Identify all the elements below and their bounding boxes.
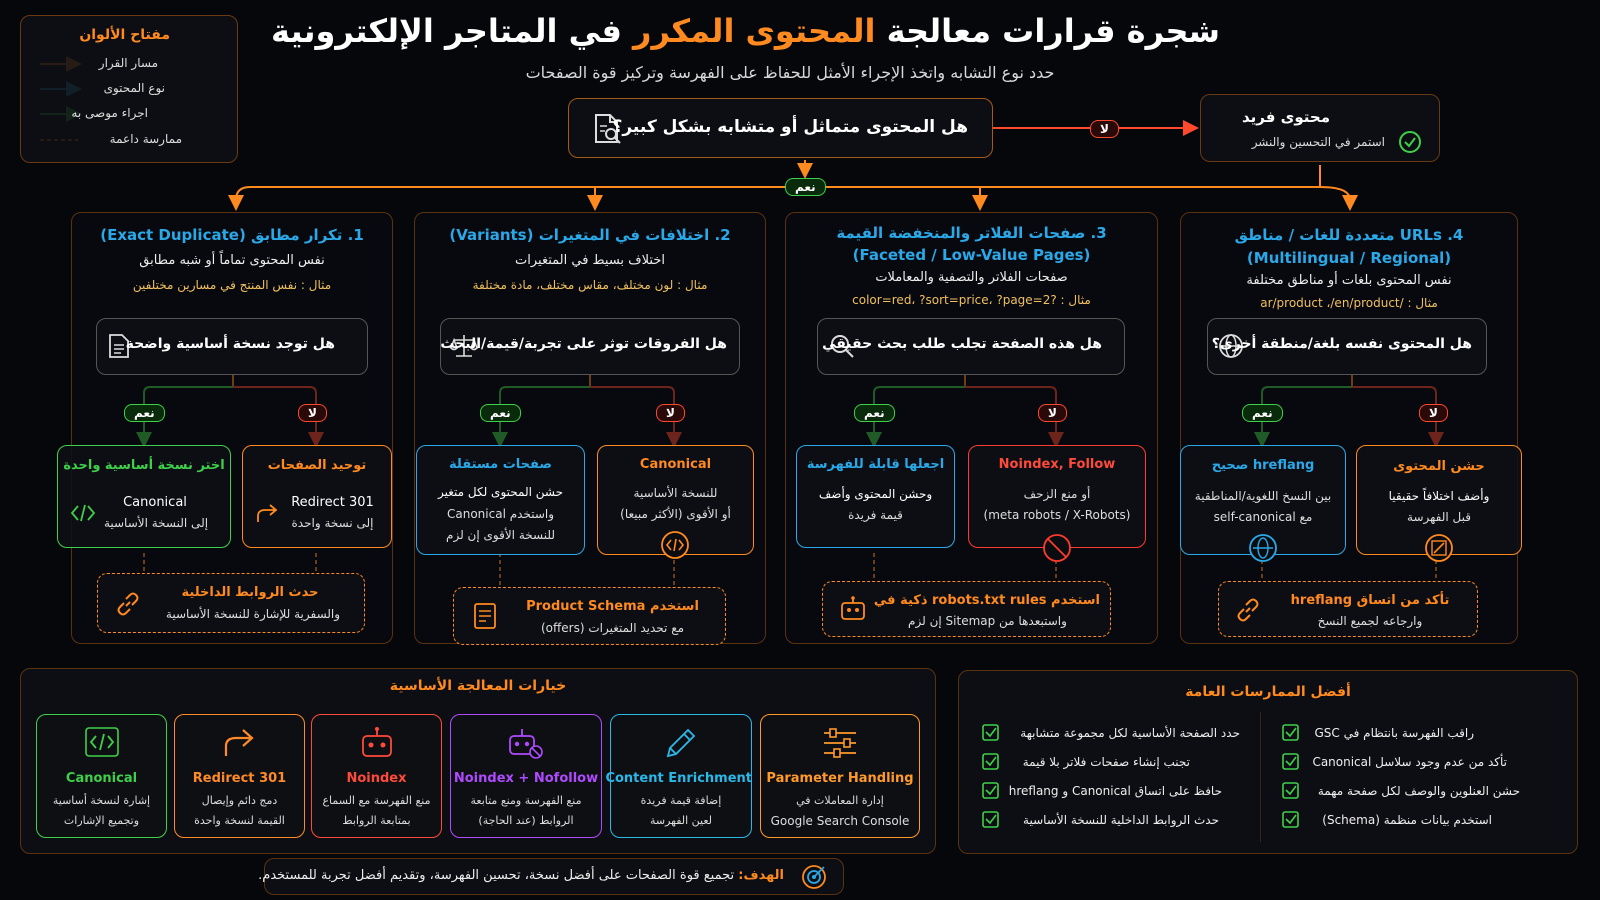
branch-4-yes-badge: نعم xyxy=(1242,404,1283,422)
branch-4-no-line2: قبل الفهرسة xyxy=(1407,510,1471,524)
branch-3-title-line1: 3. صفحات الفلاتر والمنخفضة القيمة xyxy=(836,224,1107,242)
branch-3-no-title: Noindex, Follow xyxy=(998,457,1116,472)
branch-4-no-badge: لا xyxy=(1419,404,1448,422)
branch-4-no-line1: وأضف اختلافاً حقيقيا xyxy=(1388,489,1490,503)
branch-3-title-line2: (Faceted / Low-Value Pages) xyxy=(852,246,1091,264)
code-circle-icon xyxy=(660,530,690,560)
branch-1-desc: نفس المحتوى تماماً أو شبه مطابق xyxy=(139,253,325,268)
page-subtitle: حدد نوع التشابه واتخذ الإجراء الأمثل للحفاظ على الفهرسة وتركيز قوة الصفحات xyxy=(525,63,1055,82)
legend-decision-path: مسار القرار xyxy=(98,56,158,70)
branch-2-yes-line3: للنسخة الأقوى إن لزم xyxy=(446,528,555,542)
robot-icon xyxy=(358,726,396,760)
branch-1-yes-title: اختر نسخة أساسية واحدة xyxy=(63,458,225,473)
redirect-arrow-icon xyxy=(220,726,260,758)
check-circle-icon xyxy=(1398,130,1422,154)
checkbox-icons xyxy=(982,722,1582,837)
branch-4-title-line2: (Multilingual / Regional) xyxy=(1246,249,1452,267)
option-content-enrichment-line1: إضافة قيمة فريدة xyxy=(640,794,722,807)
robot-icon xyxy=(838,595,868,623)
root-question: هل المحتوى متماثل أو متشابه بشكل كبير؟ xyxy=(612,117,968,137)
root-yes-badge: نعم xyxy=(785,178,826,196)
option-content-enrichment-name: Content Enrichment xyxy=(605,771,752,786)
branch-1-support-line1: حدث الروابط الداخلية xyxy=(181,585,319,600)
branch-4-yes-line2: مع self-canonical xyxy=(1213,510,1313,524)
branch-2-yes-title: صفحات مستقلة xyxy=(449,457,552,472)
globe-circle-icon xyxy=(1248,533,1278,563)
branch-3-support-line2: واستبعدها من Sitemap إن لزم xyxy=(908,614,1067,628)
branch-3-question: هل هذه الصفحة تجلب طلب بحث حقيقي xyxy=(822,336,1102,352)
code-icon xyxy=(82,726,122,758)
best-practice-item: راقب الفهرسة بانتظام في GSC xyxy=(1314,726,1474,740)
sliders-icon xyxy=(820,726,860,760)
option-noindex-name: Noindex xyxy=(346,771,407,786)
branch-2-no-badge: لا xyxy=(656,404,685,422)
root-no-badge: لا xyxy=(1090,120,1119,138)
treatment-options-title: خيارات المعالجة الأساسية xyxy=(389,678,567,694)
branch-1-yes-badge: نعم xyxy=(124,404,165,422)
branch-3-no-badge: لا xyxy=(1038,404,1067,422)
option-canonical-name: Canonical xyxy=(65,771,138,786)
branch-2-support-line1: استخدم Product Schema xyxy=(526,599,699,614)
branch-2-question: هل الفروقات توثر على تجربة/قيمة/البحث xyxy=(440,336,727,352)
branch-2-panel xyxy=(414,212,766,644)
branch-3-yes-title: اجعلها قابلة للفهرسة xyxy=(806,457,945,472)
option-content-enrichment-line2: لعين الفهرسة xyxy=(649,814,713,827)
branch-3-example: مثال : ?color=red، ?sort=price، ?page=2 xyxy=(852,293,1091,307)
best-practice-item: حافظ على اتساق Canonical و hreflang xyxy=(1008,784,1222,798)
branch-2-no-title: Canonical xyxy=(639,457,712,472)
checkbox-icon xyxy=(983,725,1298,827)
branch-2-support-line2: مع تحديد المتغيرات (offers) xyxy=(540,621,685,635)
legend-content-type: نوع المحتوى xyxy=(103,81,165,95)
edit-circle-icon xyxy=(1424,533,1454,563)
option-parameter-handling-line2: Google Search Console xyxy=(770,814,910,828)
option-301-redirect-name: 301 Redirect xyxy=(192,771,287,786)
branch-4-desc: نفس المحتوى بلغات أو مناطق مختلفة xyxy=(1246,273,1452,288)
best-practice-item: حشن العنلوين والوصف لكل صفحة مهمة xyxy=(1317,784,1520,798)
branch-1-no-badge: لا xyxy=(298,404,327,422)
branch-2-title: 2. اختلافات في المتغيرات (Variants) xyxy=(449,226,731,244)
pencil-icon xyxy=(662,726,698,760)
branch-2-yes-line2: واستخدم Canonical xyxy=(447,507,554,521)
best-practices-title: أفضل الممارسات العامة xyxy=(1185,684,1351,700)
branch-4-support-line1: تأكد من اتساق hreflang xyxy=(1290,593,1450,608)
branch-3-support-line1: استخدم robots.txt rules ذكية في xyxy=(873,593,1100,608)
branch-2-yes-badge: نعم xyxy=(480,404,521,422)
option-canonical-line2: وتجميع الإشارات xyxy=(63,814,140,827)
branch-2-desc: اختلاف بسيط في المتغيرات xyxy=(515,253,665,268)
goal-text xyxy=(258,868,784,883)
option-parameter-handling-line1: إدارة المعاملات في xyxy=(796,794,884,807)
unique-content-title: محتوى فريد xyxy=(1241,108,1330,126)
branch-3-desc: صفحات الفلاتر والتصفية والمعاملات xyxy=(875,270,1068,285)
option-noindex-nofollow-name: Noindex + Nofollow xyxy=(453,771,599,786)
branch-1-yes-line1: Canonical xyxy=(123,495,187,510)
unique-content-text: استمر في التحسين والنشر xyxy=(1251,135,1385,149)
option-noindex-nofollow-line1: منع الفهرسة ومنع متابعة xyxy=(470,794,582,807)
redirect-arrow-icon xyxy=(255,502,281,524)
best-practice-item: حدد الصفحة الأساسية لكل مجموعة متشابهة xyxy=(1020,726,1240,740)
option-301-redirect-line1: دمج دائم وإيصال xyxy=(201,794,278,807)
robot-blocked-icon xyxy=(505,726,545,760)
branch-3-yes-line1: وحشن المحتوى وأضف xyxy=(818,487,933,501)
branch-4-question: هل المحتوى نفسه بلغة/منطقة أخرى؟ xyxy=(1211,336,1472,352)
branch-2-example: مثال : لون مختلف، مقاس مختلف، مادة مختلفة xyxy=(472,278,708,292)
legend-supporting-practice: ممارسة داعمة xyxy=(109,132,182,146)
code-icon xyxy=(70,503,96,523)
legend-recommended-action: اجراء موصى به xyxy=(71,106,148,120)
schema-document-icon xyxy=(472,601,500,631)
branch-4-title-line1: 4. URLs متعددة للغات / مناطق xyxy=(1234,226,1464,244)
link-icon xyxy=(1234,596,1262,624)
link-icon xyxy=(114,590,142,618)
branch-3-yes-line2: قيمة فريدة xyxy=(848,508,903,522)
branch-3-no-line2: (meta robots / X-Robots) xyxy=(983,508,1131,522)
best-practice-item: تجنب إنشاء صفحات فلاتر بلا قيمة xyxy=(1022,755,1190,769)
blocked-eye-icon xyxy=(1042,533,1072,563)
branch-4-yes-line1: بين النسخ اللغوية/المناطقية xyxy=(1194,489,1332,503)
branch-2-no-line2: أو الأقوى (الأكثر مبيعا) xyxy=(620,507,731,521)
option-noindex-line1: منع الفهرسة مع السماع xyxy=(322,794,431,807)
branch-4-no-title: حشن المحتوى xyxy=(1393,459,1485,474)
page-title xyxy=(271,12,1220,50)
option-parameter-handling-name: Parameter Handling xyxy=(766,771,914,786)
target-icon xyxy=(800,863,828,891)
branch-1-no-line2: إلى نسخة واحدة xyxy=(291,516,374,530)
title-prefix: شجرة قرارات معالجة xyxy=(886,12,1220,50)
branch-1-title: 1. تكرار مطابق (Exact Duplicate) xyxy=(100,226,364,244)
branch-1-yes-line2: إلى النسخة الأساسية xyxy=(103,516,209,530)
best-practice-item: تأكد من عدم وجود سلاسل Canonical xyxy=(1312,755,1507,769)
branch-3-no-line1: أو منع الزحف xyxy=(1023,487,1091,501)
branch-1-no-line1: 301 Redirect xyxy=(291,495,374,510)
branch-2-yes-line1: حشن المحتوى لكل متغير xyxy=(437,485,564,499)
best-practice-item: استخدم بيانات منظمة (Schema) xyxy=(1322,813,1492,827)
best-practice-item: حدث الروابط الداخلية للنسخة الأساسية xyxy=(1023,813,1219,827)
branch-4-yes-title: hreflang صحيح xyxy=(1211,458,1315,473)
branch-1-question: هل توجد نسخة أساسية واضحة xyxy=(125,336,335,352)
legend-title: مفتاح الألوان xyxy=(79,27,170,43)
option-noindex-nofollow-line2: الروابط (عند الحاجة) xyxy=(478,814,574,827)
branch-3-yes-badge: نعم xyxy=(854,404,895,422)
branch-2-no-line1: للنسخة الأساسية xyxy=(633,486,718,500)
option-noindex-line2: بمتابعة الروابط xyxy=(342,814,411,827)
goal-description: تجميع قوة الصفحات على أفضل نسخة، تحسين الفهرسة، وتقديم أفضل تجربة للمستخدم. xyxy=(258,868,735,883)
title-suffix: في المتاجر الإلكترونية xyxy=(271,12,622,50)
branch-1-no-title: توحيد الصفحات xyxy=(267,458,367,473)
title-highlight: المحتوى المكرر xyxy=(633,12,876,50)
goal-label: الهدف: xyxy=(738,868,784,883)
branch-4-example: مثال : /ar/product ،/en/product xyxy=(1260,296,1438,310)
branch-1-support-line2: والسفرية للإشارة للنسخة الأساسية xyxy=(165,607,341,621)
option-301-redirect-line2: القيمة لنسخة واحدة xyxy=(194,814,285,827)
branch-1-example: مثال : نفس المنتج في مسارين مختلفين xyxy=(132,278,332,292)
option-canonical-line1: إشارة لنسخة أساسية xyxy=(52,794,151,807)
branch-4-support-line2: وارجاعه لجميع النسخ xyxy=(1317,614,1423,628)
